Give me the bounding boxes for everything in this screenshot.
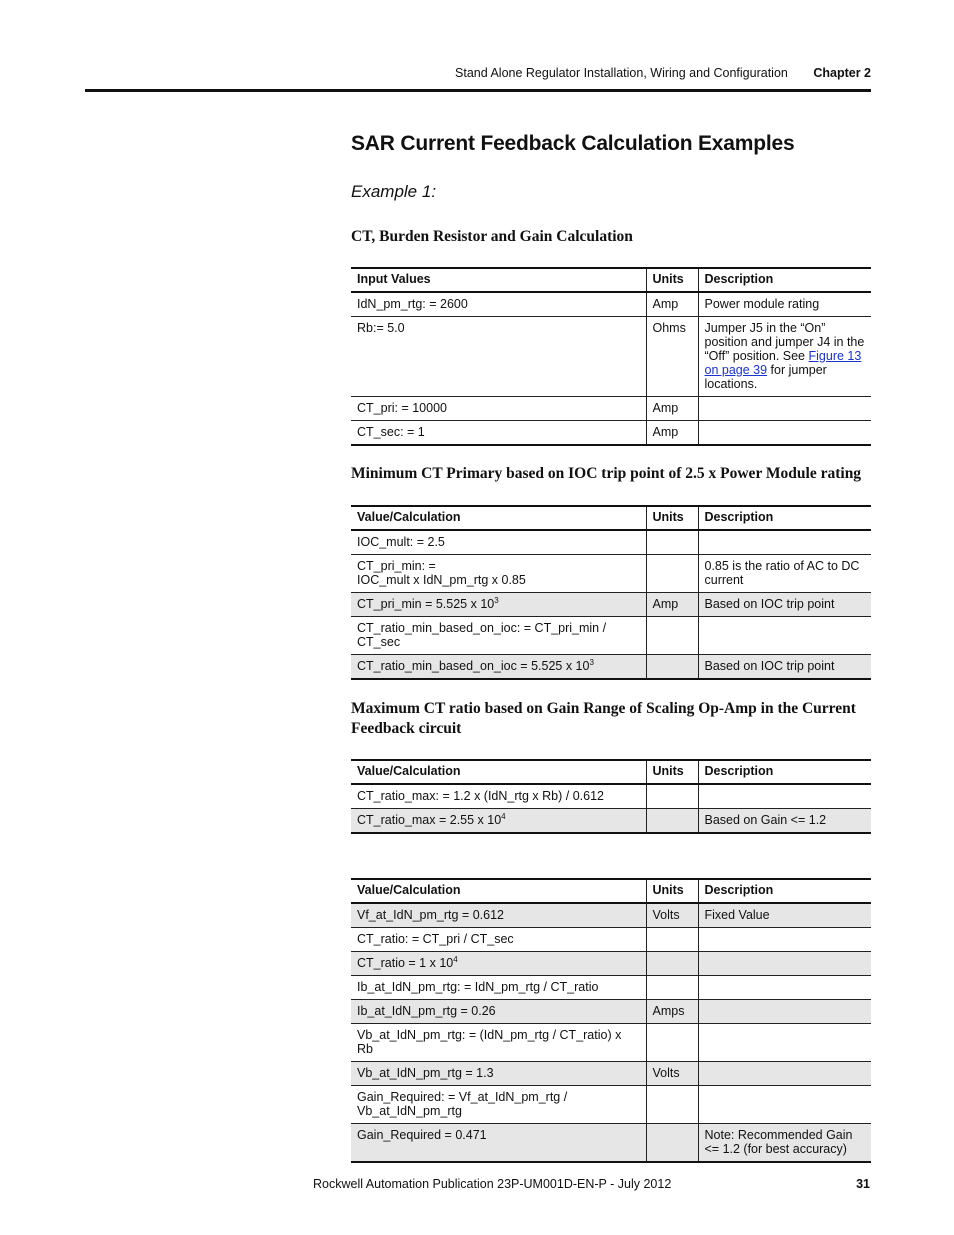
description-cell: Note: Recommended Gain <= 1.2 (for best accuracy) [698,1124,871,1163]
max-ct-table [351,759,871,834]
table-row [351,593,871,617]
value-cell [351,976,646,1000]
value-text: Vb_at_IdN_pm_rtg = 1.3 [357,1066,494,1080]
units-cell [646,1024,698,1062]
table-row [351,292,871,317]
units-cell: Amps [646,1000,698,1024]
units-cell [646,784,698,809]
table-row [351,1024,871,1062]
value-cell [351,530,646,555]
col-header-value: Value/Calculation [351,760,646,784]
value-text: CT_pri_min: = [357,559,436,573]
description-cell [698,421,871,446]
value-cell [351,655,646,680]
page-number: 31 [856,1177,870,1191]
col-header-units: Units [646,879,698,903]
description-text-end: for jumper locations. [704,363,827,391]
section-title: SAR Current Feedback Calculation Examples [351,132,795,155]
subhead-min-ct: Minimum CT Primary based on IOC trip point of 2.5 x Power Module rating [351,465,862,482]
table-row [351,1124,871,1163]
value-text-continued: Vb_at_IdN_pm_rtg [357,1104,462,1118]
value-text: CT_pri_min = 5.525 x 10 [357,597,495,611]
description-cell: Power module rating [698,292,871,317]
col-header-description: Description [698,760,871,784]
table-row [351,809,871,834]
units-cell [646,1086,698,1124]
description-cell: Fixed Value [698,903,871,928]
units-cell [646,952,698,976]
description-cell [698,784,871,809]
value-cell [351,1124,646,1163]
value-text: Ib_at_IdN_pm_rtg: = IdN_pm_rtg / CT_ratio [357,980,599,994]
value-cell [351,292,646,317]
units-cell [646,809,698,834]
description-cell: 0.85 is the ratio of AC to DC current [698,555,871,593]
units-cell [646,928,698,952]
table-row [351,530,871,555]
input-values-table [351,267,871,446]
value-text: IOC_mult: = 2.5 [357,535,445,549]
units-cell [646,530,698,555]
table-row [351,784,871,809]
value-text: Vb_at_IdN_pm_rtg: = (IdN_pm_rtg / CT_ratio) x Rb [357,1028,622,1056]
col-header-value: Value/Calculation [351,506,646,530]
value-cell [351,421,646,446]
description-cell: Based on IOC trip point [698,655,871,680]
table-row [351,903,871,928]
table-row [351,397,871,421]
col-header-value: Input Values [351,268,646,292]
value-cell [351,1086,646,1124]
value-cell [351,555,646,593]
table-row [351,1086,871,1124]
units-cell [646,1124,698,1163]
units-cell [646,655,698,680]
exponent: 3 [589,657,594,667]
value-cell [351,952,646,976]
units-cell: Volts [646,903,698,928]
value-text: CT_sec: = 1 [357,425,425,439]
value-text: CT_ratio_min_based_on_ioc: = CT_pri_min / CT_sec [357,621,607,649]
units-cell [646,976,698,1000]
description-text: Jumper J5 in the “On” position and jumper J4 in the “Off” position. See [704,321,865,363]
table-row [351,421,871,446]
value-cell [351,809,646,834]
table-row [351,976,871,1000]
value-cell [351,784,646,809]
table-row [351,555,871,593]
running-header [455,66,871,80]
description-cell [698,1000,871,1024]
col-header-units: Units [646,760,698,784]
gain-calc-table [351,878,871,1163]
value-text: CT_ratio = 1 x 10 [357,956,454,970]
subhead-max-ct: Maximum CT ratio based on Gain Range of Scaling Op-Amp in the Current Feedback circuit [351,700,856,737]
value-text: CT_ratio_min_based_on_ioc = 5.525 x 10 [357,659,590,673]
description-cell [698,976,871,1000]
exponent: 4 [501,811,506,821]
units-cell [646,555,698,593]
description-cell [698,530,871,555]
description-cell [698,952,871,976]
value-text: CT_ratio_max = 2.55 x 10 [357,813,502,827]
units-cell: Amp [646,292,698,317]
value-cell [351,1062,646,1086]
units-cell: Amp [646,421,698,446]
description-cell [698,397,871,421]
value-cell [351,593,646,617]
value-cell [351,903,646,928]
units-cell: Amp [646,397,698,421]
description-cell [698,1062,871,1086]
value-text: Vf_at_IdN_pm_rtg = 0.612 [357,908,504,922]
table-row [351,317,871,397]
col-header-value: Value/Calculation [351,879,646,903]
running-title: Stand Alone Regulator Installation, Wiring and Configuration [455,66,788,80]
description-cell [698,1086,871,1124]
description-cell [698,317,871,397]
description-cell: Based on Gain <= 1.2 [698,809,871,834]
col-header-units: Units [646,268,698,292]
value-text: IdN_pm_rtg: = 2600 [357,297,468,311]
value-cell [351,397,646,421]
units-cell [646,617,698,655]
header-rule [85,89,871,92]
value-text-continued: IOC_mult x IdN_pm_rtg x 0.85 [357,573,526,587]
value-text: Gain_Required: = Vf_at_IdN_pm_rtg / [357,1090,568,1104]
units-cell: Volts [646,1062,698,1086]
col-header-description: Description [698,506,871,530]
col-header-description: Description [698,268,871,292]
description-cell: Based on IOC trip point [698,593,871,617]
description-cell [698,1024,871,1062]
value-text: Rb:= 5.0 [357,321,405,335]
subhead-ct-burden: CT, Burden Resistor and Gain Calculation [351,228,633,245]
value-cell [351,1000,646,1024]
exponent: 4 [453,954,458,964]
description-cell [698,617,871,655]
table-row [351,655,871,680]
description-cell [698,928,871,952]
value-text: CT_pri: = 10000 [357,401,447,415]
value-text: Gain_Required = 0.471 [357,1128,487,1142]
col-header-description: Description [698,879,871,903]
page-content [351,132,871,1163]
table-row [351,1000,871,1024]
value-cell [351,617,646,655]
value-cell [351,317,646,397]
table-row [351,952,871,976]
value-text: CT_ratio_max: = 1.2 x (IdN_rtg x Rb) / 0.612 [357,789,604,803]
units-cell: Ohms [646,317,698,397]
publication-info: Rockwell Automation Publication 23P-UM001D-EN-P - July 2012 [313,1177,672,1191]
value-cell [351,1024,646,1062]
col-header-units: Units [646,506,698,530]
chapter-label: Chapter 2 [813,66,871,80]
value-text: Ib_at_IdN_pm_rtg = 0.26 [357,1004,496,1018]
units-cell: Amp [646,593,698,617]
example-label: Example 1: [351,182,437,201]
value-cell [351,928,646,952]
min-ct-table [351,505,871,680]
figure-13-link[interactable]: Figure 13 on page 39 [704,349,862,377]
table-row [351,617,871,655]
exponent: 3 [494,595,499,605]
table-row [351,928,871,952]
value-text: CT_ratio: = CT_pri / CT_sec [357,932,514,946]
table-row [351,1062,871,1086]
